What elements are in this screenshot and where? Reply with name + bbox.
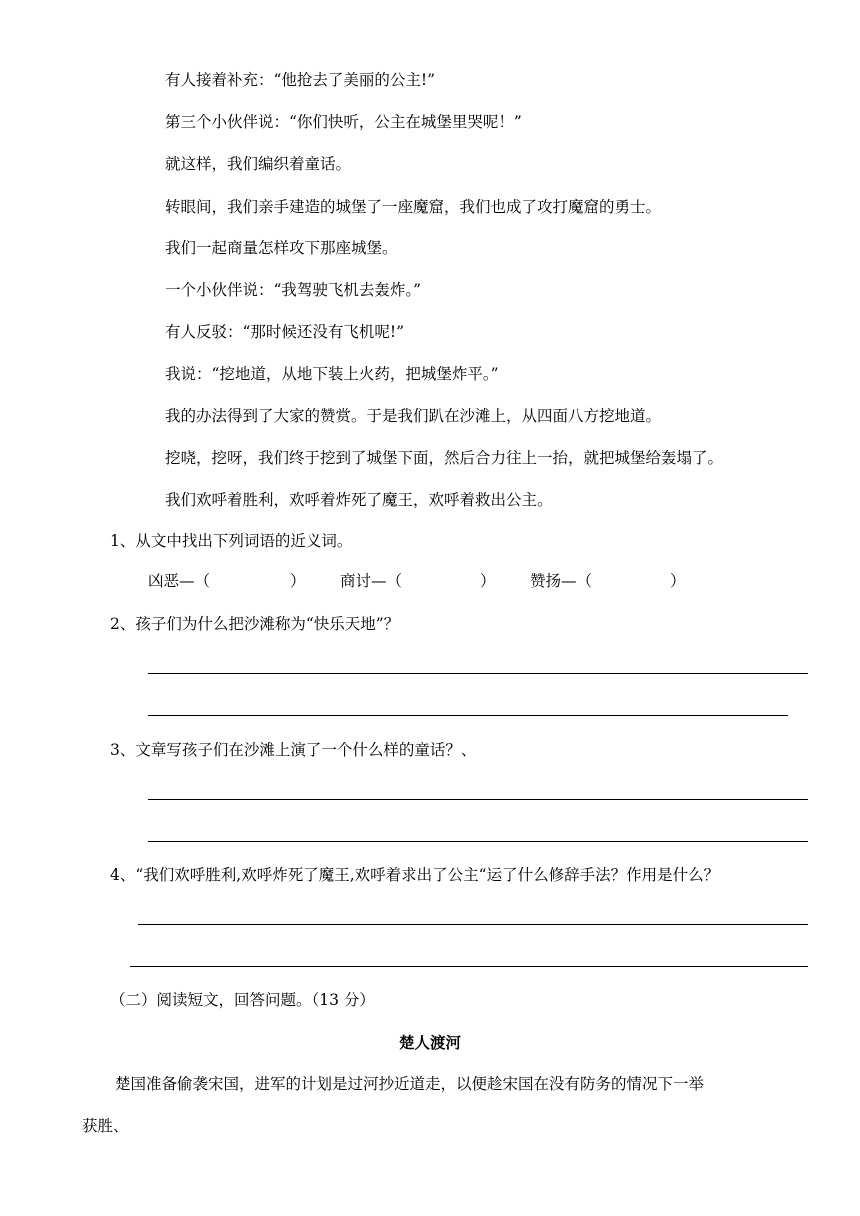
synonym-item-2: 商讨—（ — [340, 572, 403, 590]
answer-line[interactable] — [138, 924, 808, 925]
passage-line: 获胜、 — [82, 1117, 129, 1135]
question-2: 2、孩子们为什么把沙滩称为“快乐天地”？ — [110, 615, 400, 633]
story-line: 第三个小伙伴说：“你们快听，公主在城堡里哭呢！” — [165, 113, 522, 131]
synonym-item-3: 赞扬—（ — [530, 572, 593, 590]
story-line: 有人接着补充：“他抢去了美丽的公主!” — [165, 71, 436, 89]
synonym-item-1: 凶恶—（ — [148, 572, 211, 590]
story-line: 我们一起商量怎样攻下那座城堡。 — [165, 239, 398, 257]
story-line: 有人反驳：“那时候还没有飞机呢!” — [165, 323, 405, 341]
story-line: 我的办法得到了大家的赞赏。于是我们趴在沙滩上，从四面八方挖地道。 — [165, 407, 662, 425]
question-1: 1、从文中找出下列词语的近义词。 — [110, 532, 353, 550]
question-4: 4、“我们欢呼胜利,欢呼炸死了魔王,欢呼着求出了公主“运了什么修辞手法？作用是什么？ — [110, 866, 720, 884]
answer-line[interactable] — [148, 799, 808, 800]
answer-line[interactable] — [130, 966, 808, 967]
answer-line[interactable] — [148, 715, 788, 716]
story-line: 就这样，我们编织着童话。 — [165, 155, 352, 173]
synonym-close-1: ） — [290, 572, 306, 590]
story-line: 一个小伙伴说：“我驾驶飞机去轰炸。” — [165, 281, 422, 299]
story-line: 我们欢呼着胜利，欢呼着炸死了魔王，欢呼着救出公主。 — [165, 491, 553, 509]
synonym-close-2: ） — [480, 572, 496, 590]
question-3: 3、文章写孩子们在沙滩上演了一个什么样的童话？、 — [110, 741, 477, 759]
answer-line[interactable] — [148, 841, 808, 842]
synonym-close-3: ） — [670, 572, 686, 590]
passage-title: 楚人渡河 — [398, 1033, 461, 1052]
section-heading: （二）阅读短文，回答问题。（13 分） — [110, 991, 375, 1009]
story-line: 转眼间，我们亲手建造的城堡了一座魔窟，我们也成了攻打魔窟的勇士。 — [165, 198, 662, 216]
story-line: 我说：“挖地道，从地下装上火药，把城堡炸平。” — [165, 365, 499, 383]
story-line: 挖哓，挖呀，我们终于挖到了城堡下面，然后合力往上一抬，就把城堡给轰塌了。 — [165, 449, 724, 467]
passage-line: 楚国准备偷袭宋国，进军的计划是过河抄近道走，以便趁宋国在没有防务的情况下一举 — [115, 1075, 705, 1093]
answer-line[interactable] — [148, 673, 808, 674]
